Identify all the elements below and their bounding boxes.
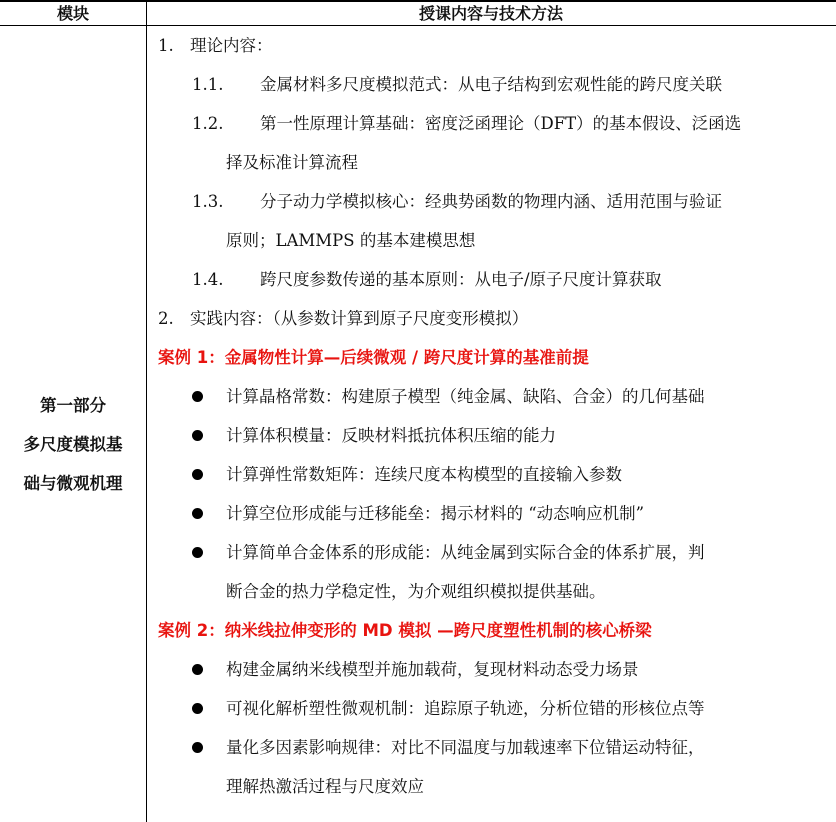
module-label xyxy=(24,386,123,503)
bullet-icon xyxy=(192,430,203,441)
bullet-item xyxy=(146,728,836,767)
bullet-item xyxy=(146,416,836,455)
list-item-continuation xyxy=(146,221,836,260)
list-item xyxy=(146,104,836,143)
module-cell xyxy=(0,26,146,822)
bullet-icon xyxy=(192,742,203,753)
module-line-1: 第一部分 xyxy=(40,395,106,415)
bullet-item xyxy=(146,494,836,533)
bullet-text: 构建金属纳米线模型并施加载荷，复现材料动态受力场景 xyxy=(226,660,639,679)
section-2-number: 2. xyxy=(158,309,174,328)
bullet-text: 计算晶格常数：构建原子模型（纯金属、缺陷、合金）的几何基础 xyxy=(226,387,705,406)
case-2-title xyxy=(146,611,836,650)
item-text: 第一性原理计算基础：密度泛函理论（DFT）的基本假设、泛函选 xyxy=(260,114,742,133)
case-2-title-text: 案例 2：纳米线拉伸变形的 MD 模拟 —跨尺度塑性机制的核心桥梁 xyxy=(158,621,652,640)
list-item xyxy=(146,65,836,104)
bullet-item xyxy=(146,455,836,494)
section-2-title: 实践内容：（从参数计算到原子尺度变形模拟） xyxy=(190,309,529,328)
bullet-icon xyxy=(192,469,203,480)
item-number: 1.3. xyxy=(192,192,224,211)
case-1-title-text: 案例 1：金属物性计算—后续微观 / 跨尺度计算的基准前提 xyxy=(158,348,589,367)
bullet-icon xyxy=(192,508,203,519)
bullet-item xyxy=(146,533,836,572)
case-1-title xyxy=(146,338,836,377)
bullet-item xyxy=(146,650,836,689)
section-2-heading xyxy=(146,299,836,338)
item-text-cont: 择及标准计算流程 xyxy=(226,153,358,172)
bullet-icon xyxy=(192,664,203,675)
list-item-continuation xyxy=(146,143,836,182)
list-item xyxy=(146,260,836,299)
bullet-icon xyxy=(192,703,203,714)
bullet-item-continuation xyxy=(146,572,836,611)
item-text: 跨尺度参数传递的基本原则：从电子/原子尺度计算获取 xyxy=(260,270,662,289)
item-number: 1.4. xyxy=(192,270,224,289)
item-number: 1.2. xyxy=(192,114,224,133)
bullet-text: 计算弹性常数矩阵：连续尺度本构模型的直接输入参数 xyxy=(226,465,622,484)
bullet-item-continuation xyxy=(146,767,836,806)
item-text-cont: 原则；LAMMPS 的基本建模思想 xyxy=(226,231,476,250)
bullet-text-cont: 理解热激活过程与尺度效应 xyxy=(226,777,424,796)
item-number: 1.1. xyxy=(192,75,224,94)
module-line-2: 多尺度模拟基 xyxy=(23,434,123,454)
bullet-text: 量化多因素影响规律：对比不同温度与加载速率下位错运动特征， xyxy=(226,738,705,757)
bullet-item xyxy=(146,689,836,728)
bullet-icon xyxy=(192,391,203,402)
bullet-text: 计算简单合金体系的形成能：从纯金属到实际合金的体系扩展，判 xyxy=(226,543,705,562)
header-module: 模块 xyxy=(56,4,89,23)
section-1-heading xyxy=(146,26,836,65)
bullet-text: 计算空位形成能与迁移能垒：揭示材料的 “动态响应机制” xyxy=(226,504,645,523)
item-text: 金属材料多尺度模拟范式：从电子结构到宏观性能的跨尺度关联 xyxy=(260,75,722,94)
list-item xyxy=(146,182,836,221)
module-line-3: 础与微观机理 xyxy=(23,473,123,493)
bullet-item xyxy=(146,377,836,416)
section-1-title: 理论内容： xyxy=(190,36,273,55)
bullet-text: 可视化解析塑性微观机制：追踪原子轨迹，分析位错的形核位点等 xyxy=(226,699,705,718)
bullet-text: 计算体积模量：反映材料抵抗体积压缩的能力 xyxy=(226,426,556,445)
header-content: 授课内容与技术方法 xyxy=(418,4,563,23)
table-header xyxy=(0,0,836,26)
bullet-icon xyxy=(192,547,203,558)
section-1-number: 1. xyxy=(158,36,174,55)
bullet-text-cont: 断合金的热力学稳定性，为介观组织模拟提供基础。 xyxy=(226,582,606,601)
item-text: 分子动力学模拟核心：经典势函数的物理内涵、适用范围与验证 xyxy=(260,192,722,211)
